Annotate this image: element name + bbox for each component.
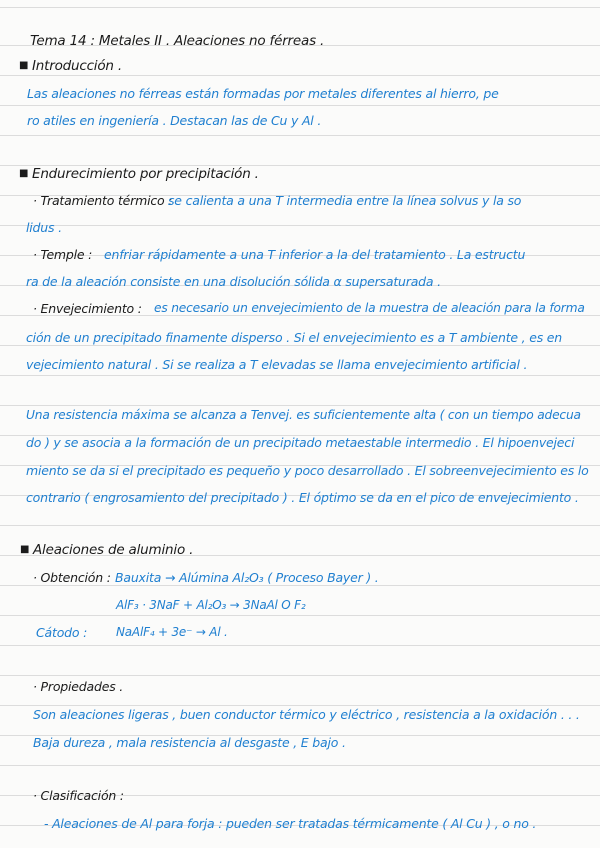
- envejecimiento-label: · Envejecimiento :: [33, 301, 142, 316]
- catodo-label: Cátodo :: [36, 625, 88, 640]
- page-title: Tema 14 : Metales II . Aleaciones no férreas .: [30, 33, 325, 49]
- intro-heading: Introducción .: [32, 58, 122, 74]
- temple-text: enfriar rápidamente a una T inferior a la del tratamiento . La estructu: [104, 247, 526, 262]
- bullet-icon: ■: [19, 60, 29, 71]
- propiedades-label: · Propiedades .: [33, 679, 124, 694]
- tratamiento-text: se calienta a una T intermedia entre la línea solvus y la so: [168, 193, 522, 208]
- envejecimiento-text: vejecimiento natural . Si se realiza a T elevadas se llama envejecimiento artificial .: [26, 357, 528, 372]
- temple-label: · Temple :: [33, 247, 93, 262]
- catodo-equation: NaAlF₄ + 3e⁻ → Al .: [116, 625, 228, 639]
- bullet-icon: ■: [19, 168, 29, 179]
- paragraph-line: Una resistencia máxima se alcanza a Tenvej. es suficientemente alta ( con un tiempo adecua: [26, 408, 581, 422]
- intro-line: Las aleaciones no férreas están formadas por metales diferentes al hierro, pe: [27, 86, 499, 101]
- intro-line: ro atiles en ingeniería . Destacan las de Cu y Al .: [27, 113, 322, 128]
- temple-text: ra de la aleación consiste en una disolución sólida α supersaturada .: [26, 274, 441, 289]
- paragraph-line: do ) y se asocia a la formación de un precipitado metaestable intermedio . El hipoenvejeci: [26, 435, 575, 450]
- tratamiento-label: · Tratamiento térmico :: [33, 193, 173, 208]
- propiedades-text: Baja dureza , mala resistencia al desgaste , E bajo .: [33, 735, 346, 750]
- paragraph-line: contrario ( engrosamiento del precipitado ) . El óptimo se da en el pico de envejecimiento .: [26, 490, 579, 505]
- bullet-icon: ■: [20, 544, 30, 555]
- envejecimiento-text: es necesario un envejecimiento de la muestra de aleación para la forma: [154, 301, 585, 315]
- envejecimiento-text: ción de un precipitado finamente disperso . Si el envejecimiento es a T ambiente , es en: [26, 330, 563, 345]
- clasificacion-text: - Aleaciones de Al para forja : pueden ser tratadas térmicamente ( Al Cu ) , o no .: [44, 816, 537, 831]
- obtencion-label: · Obtención :: [33, 570, 111, 585]
- propiedades-text: Son aleaciones ligeras , buen conductor térmico y eléctrico , resistencia a la oxidación . . .: [33, 707, 580, 722]
- obtencion-equation: AlF₃ · 3NaF + Al₂O₃ → 3NaAl O F₂: [116, 598, 306, 612]
- obtencion-line: Bauxita → Alúmina Al₂O₃ ( Proceso Bayer ) .: [115, 570, 379, 585]
- paragraph-line: miento se da si el precipitado es pequeño y poco desarrollado . El sobreenvejecimiento es lo: [26, 463, 589, 478]
- aluminio-heading: Aleaciones de aluminio .: [33, 542, 194, 558]
- tratamiento-text: lidus .: [26, 220, 62, 235]
- endurecimiento-heading: Endurecimiento por precipitación .: [32, 166, 259, 182]
- clasificacion-label: · Clasificación :: [33, 788, 124, 803]
